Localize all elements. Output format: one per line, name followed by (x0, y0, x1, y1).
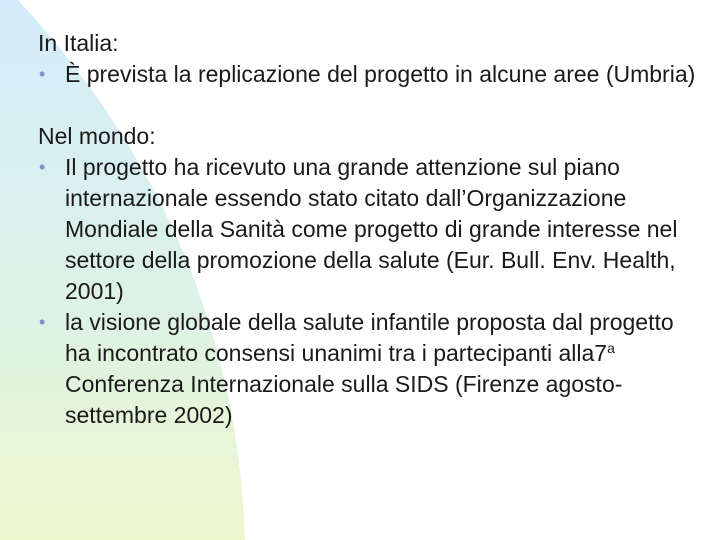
list-item-text-part: Conferenza Internazionale sulla SIDS (Firenze agosto-settembre 2002) (65, 371, 623, 428)
heading-mondo: Nel mondo: (38, 123, 156, 149)
list-item-text-part: la visione globale della salute infantile proposta dal progetto ha incontrato consensi unanimi tra i partecipanti alla7 (65, 309, 674, 366)
list-item (38, 152, 698, 307)
list-item-text: È prevista la replicazione del progetto in alcune aree (Umbria) (65, 61, 696, 87)
list-item (38, 307, 698, 431)
list-item-text: Il progetto ha ricevuto una grande attenzione sul piano internazionale essendo stato citato dall’Organizzazione Mondiale della Sanità come progetto di grande interesse nel settore della promozione della salute (Eur. Bull. Env. Health, 2001) (65, 154, 678, 304)
section-gap (38, 90, 698, 121)
bullet-icon: • (39, 64, 46, 84)
bullet-icon: • (39, 157, 46, 177)
slide-content (38, 28, 698, 431)
list-item-text (65, 309, 674, 428)
list-italia (38, 59, 698, 90)
bullet-icon: • (39, 312, 46, 332)
list-item (38, 59, 698, 90)
ordinal-superscript: a (607, 340, 615, 356)
heading-italia: In Italia: (38, 30, 119, 56)
list-mondo (38, 152, 698, 431)
